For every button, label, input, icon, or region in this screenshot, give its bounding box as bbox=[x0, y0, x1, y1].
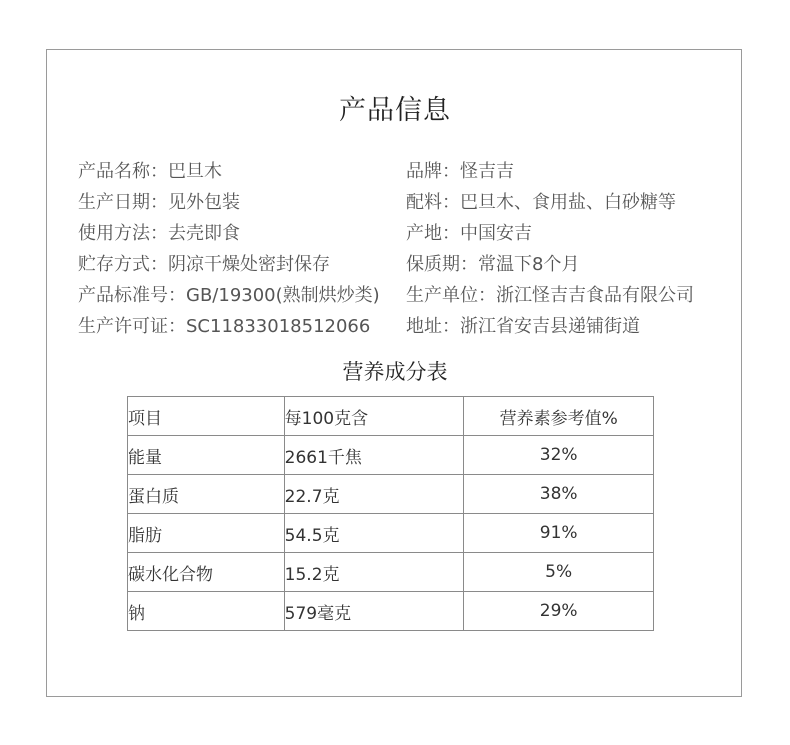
info-left-item: 产品标准号：GB/19300(熟制烘炒类) bbox=[78, 285, 380, 306]
table-header-cell: 营养素参考值% bbox=[464, 397, 654, 436]
info-right-item: 配料：巴旦木、食用盐、白砂糖等 bbox=[406, 192, 676, 213]
table-cell: 碳水化合物 bbox=[128, 553, 285, 592]
table-header-cell: 每100克含 bbox=[284, 397, 464, 436]
table-row bbox=[128, 475, 654, 514]
info-left-item: 使用方法：去壳即食 bbox=[78, 223, 240, 244]
info-right-item: 保质期：常温下8个月 bbox=[406, 254, 580, 275]
table-cell: 能量 bbox=[128, 436, 285, 475]
table-cell: 54.5克 bbox=[284, 514, 464, 553]
info-left-item: 生产日期：见外包装 bbox=[78, 192, 240, 213]
page-title: 产品信息 bbox=[339, 95, 451, 126]
table-cell: 5% bbox=[464, 553, 654, 592]
table-row bbox=[128, 592, 654, 631]
table-cell: 29% bbox=[464, 592, 654, 631]
info-right-item: 地址：浙江省安吉县递铺街道 bbox=[406, 316, 640, 337]
table-row bbox=[128, 436, 654, 475]
info-left-item: 产品名称：巴旦木 bbox=[78, 161, 222, 182]
info-right-item: 生产单位：浙江怪吉吉食品有限公司 bbox=[406, 285, 694, 306]
nutrition-table bbox=[127, 396, 654, 631]
table-cell: 15.2克 bbox=[284, 553, 464, 592]
table-header-row bbox=[128, 397, 654, 436]
info-left-item: 贮存方式：阴凉干燥处密封保存 bbox=[78, 254, 330, 275]
info-right-item: 产地：中国安吉 bbox=[406, 223, 532, 244]
table-row bbox=[128, 514, 654, 553]
info-row bbox=[0, 188, 790, 214]
table-cell: 22.7克 bbox=[284, 475, 464, 514]
info-left-item: 生产许可证：SC11833018512066 bbox=[78, 316, 371, 337]
table-row bbox=[128, 553, 654, 592]
table-cell: 2661千焦 bbox=[284, 436, 464, 475]
table-cell: 38% bbox=[464, 475, 654, 514]
nutrition-table-title: 营养成分表 bbox=[342, 360, 448, 384]
info-row bbox=[0, 157, 790, 183]
table-cell: 32% bbox=[464, 436, 654, 475]
table-cell: 钠 bbox=[128, 592, 285, 631]
table-cell: 蛋白质 bbox=[128, 475, 285, 514]
info-row bbox=[0, 281, 790, 307]
table-cell: 脂肪 bbox=[128, 514, 285, 553]
info-right-item: 品牌：怪吉吉 bbox=[406, 161, 514, 182]
info-row bbox=[0, 250, 790, 276]
info-row bbox=[0, 312, 790, 338]
info-row bbox=[0, 219, 790, 245]
table-cell: 579毫克 bbox=[284, 592, 464, 631]
table-cell: 91% bbox=[464, 514, 654, 553]
table-header-cell: 项目 bbox=[128, 397, 285, 436]
